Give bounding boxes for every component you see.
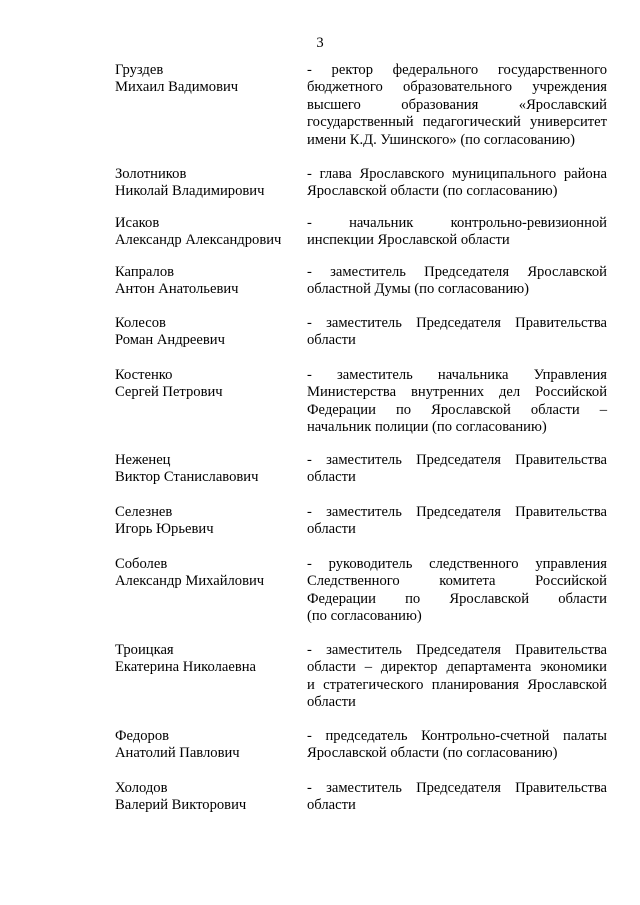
position-line: - заместитель Председателя Правительства (307, 780, 607, 796)
position-line: - председатель Контрольно-счетной палаты (307, 728, 607, 744)
member-surname: Федоров (115, 728, 170, 744)
member-position (307, 728, 607, 763)
member-position (307, 452, 607, 487)
member-name (115, 367, 300, 402)
position-line: государственный педагогический университет (307, 114, 607, 131)
member-given-names: Александр Михайлович (115, 573, 265, 590)
position-line: инспекции Ярославской области (307, 232, 510, 249)
position-line: области (307, 332, 356, 349)
position-line: - ректор федерального государственного (307, 62, 607, 78)
position-line: области (307, 521, 356, 538)
member-surname: Золотников (115, 166, 187, 182)
member-position (307, 215, 607, 250)
position-line: - заместитель Председателя Правительства (307, 315, 607, 331)
member-given-names: Роман Андреевич (115, 332, 225, 349)
member-surname: Холодов (115, 780, 168, 796)
member-given-names: Антон Анатольевич (115, 281, 239, 298)
member-given-names: Екатерина Николаевна (115, 659, 256, 676)
position-line: области – директор департамента экономики (307, 659, 607, 676)
member-given-names: Валерий Викторович (115, 797, 247, 814)
member-name (115, 315, 300, 350)
position-line: Ярославской области (по согласованию) (307, 183, 558, 200)
position-line: областной Думы (по согласованию) (307, 281, 530, 298)
position-line: - глава Ярославского муниципального района (307, 166, 607, 182)
member-given-names: Сергей Петрович (115, 384, 223, 401)
member-position (307, 367, 607, 437)
position-line: области (307, 694, 356, 711)
position-line: области (307, 469, 356, 486)
member-position (307, 166, 607, 201)
page-number: 3 (316, 35, 324, 51)
member-name (115, 780, 300, 815)
position-line: (по согласованию) (307, 608, 422, 625)
member-surname: Троицкая (115, 642, 174, 658)
member-surname: Исаков (115, 215, 160, 231)
member-name (115, 504, 300, 539)
member-given-names: Игорь Юрьевич (115, 521, 214, 538)
position-line: - заместитель начальника Управления (307, 367, 607, 383)
position-line: - заместитель Председателя Правительства (307, 452, 607, 468)
position-line: и стратегического планирования Ярославской (307, 676, 607, 693)
member-position (307, 62, 607, 149)
position-line: высшего образования «Ярославский (307, 96, 607, 113)
member-name (115, 728, 300, 763)
position-line: Федерации по Ярославской области (307, 590, 607, 607)
member-surname: Костенко (115, 367, 173, 383)
member-name (115, 166, 300, 201)
position-line: - заместитель Председателя Ярославской (307, 264, 607, 280)
position-line: - руководитель следственного управления (307, 556, 607, 572)
member-position (307, 504, 607, 539)
member-given-names: Николай Владимирович (115, 183, 265, 200)
member-position (307, 264, 607, 299)
position-line: - начальник контрольно-ревизионной (307, 215, 607, 231)
position-line: начальник полиции (по согласованию) (307, 419, 547, 436)
member-given-names: Александр Александрович (115, 232, 282, 249)
position-line: Министерства внутренних дел Российской (307, 384, 607, 401)
member-name (115, 215, 300, 250)
member-name (115, 264, 300, 299)
member-surname: Селезнев (115, 504, 173, 520)
member-surname: Груздев (115, 62, 164, 78)
member-name (115, 556, 300, 591)
member-surname: Соболев (115, 556, 168, 572)
position-line: Федерации по Ярославской области – (307, 401, 607, 418)
member-name (115, 642, 300, 677)
member-position (307, 556, 607, 626)
member-given-names: Виктор Станиславович (115, 469, 259, 486)
position-line: - заместитель Председателя Правительства (307, 642, 607, 658)
member-given-names: Анатолий Павлович (115, 745, 240, 762)
member-surname: Капралов (115, 264, 175, 280)
member-given-names: Михаил Вадимович (115, 79, 239, 96)
member-surname: Колесов (115, 315, 166, 331)
position-line: области (307, 797, 356, 814)
position-line: имени К.Д. Ушинского» (по согласованию) (307, 131, 576, 148)
position-line: бюджетного образовательного учреждения (307, 79, 607, 96)
member-position (307, 642, 607, 712)
position-line: Ярославской области (по согласованию) (307, 745, 558, 762)
member-name (115, 452, 300, 487)
member-position (307, 780, 607, 815)
member-surname: Неженец (115, 452, 171, 468)
position-line: - заместитель Председателя Правительства (307, 504, 607, 520)
position-line: Следственного комитета Российской (307, 573, 607, 590)
member-position (307, 315, 607, 350)
member-name (115, 62, 300, 97)
